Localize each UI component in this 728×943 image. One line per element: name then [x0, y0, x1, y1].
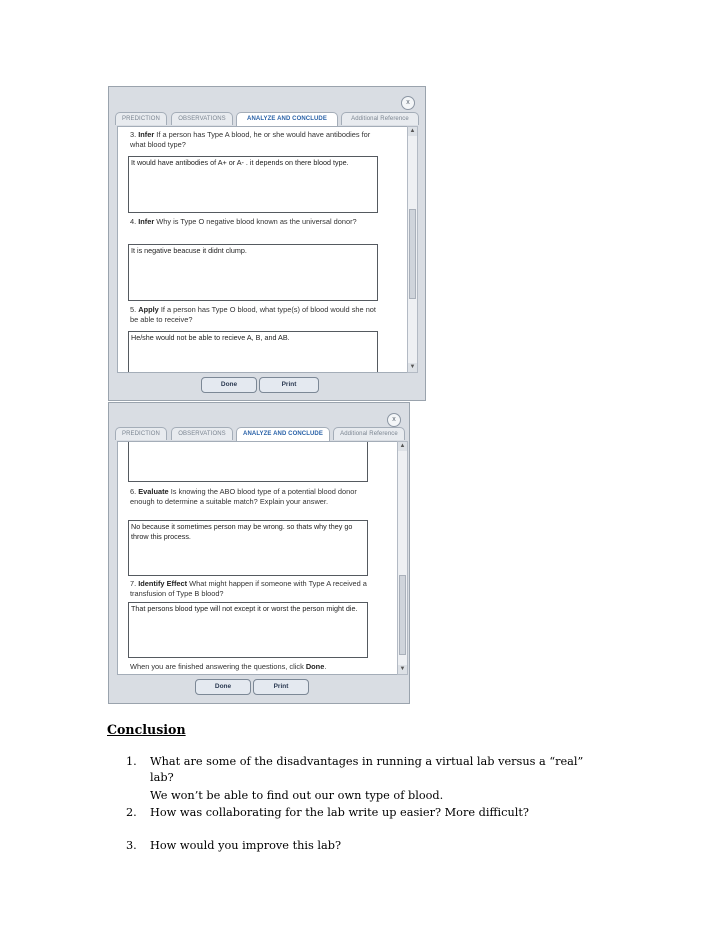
question-keyword: Identify Effect: [138, 579, 188, 588]
question-number: 6.: [130, 487, 137, 496]
tab-prediction[interactable]: PREDICTION: [115, 112, 167, 125]
list-number: 1.: [126, 755, 137, 768]
question-number: 4.: [130, 217, 137, 226]
list-item-3: [126, 838, 686, 854]
finish-text: When you are finished answering the questions, click: [130, 662, 306, 671]
question-keyword: Infer: [138, 130, 155, 139]
list-number: 3.: [126, 839, 137, 852]
scrollbar-thumb[interactable]: [399, 575, 406, 655]
close-icon[interactable]: x: [387, 413, 401, 427]
scroll-down-icon[interactable]: ▼: [409, 364, 416, 370]
tab-observations[interactable]: OBSERVATIONS: [171, 112, 233, 125]
question-text: How was collaborating for the lab write up easier? More difficult?: [150, 806, 529, 819]
question-text: What are some of the disadvantages in running a virtual lab versus a “real”: [150, 755, 584, 768]
question-6: [130, 487, 380, 507]
question-keyword: Evaluate: [138, 487, 169, 496]
tab-analyze-and-conclude[interactable]: ANALYZE AND CONCLUDE: [236, 112, 338, 126]
answer-5-field[interactable]: He/she would not be able to recieve A, B, and AB.: [128, 331, 378, 373]
lab-window-bottom: [108, 402, 410, 704]
print-button[interactable]: Print: [253, 679, 309, 695]
question-text: How would you improve this lab?: [150, 839, 342, 852]
answer-7-field[interactable]: That persons blood type will not except it or worst the person might die.: [128, 602, 368, 658]
question-3: [130, 130, 380, 150]
done-button[interactable]: Done: [195, 679, 251, 695]
scrollbar-thumb[interactable]: [409, 209, 416, 299]
question-text: If a person has Type O blood, what type(s) of blood would she not be able to receive?: [130, 305, 376, 324]
scroll-up-icon[interactable]: ▲: [409, 128, 416, 134]
vertical-scrollbar[interactable]: [397, 441, 408, 675]
list-item-2: [126, 805, 686, 821]
done-button[interactable]: Done: [201, 377, 257, 393]
question-7: [130, 579, 380, 599]
question-text: What might happen if someone with Type A received a transfusion of Type B blood?: [130, 579, 367, 598]
vertical-scrollbar[interactable]: [407, 126, 418, 373]
question-keyword: Infer: [138, 217, 155, 226]
tab-additional-reference[interactable]: Additional Reference: [333, 427, 405, 440]
question-number: 5.: [130, 305, 137, 314]
tab-observations[interactable]: OBSERVATIONS: [171, 427, 233, 440]
question-5: [130, 305, 380, 325]
question-4: [130, 217, 380, 227]
answer-6-field[interactable]: No because it sometimes person may be wrong. so thats why they go throw this process.: [128, 520, 368, 576]
answer-3-field[interactable]: It would have antibodies of A+ or A- . it depends on there blood type.: [128, 156, 378, 213]
question-text: Is knowing the ABO blood type of a potential blood donor enough to determine a suitable match? Explain your answer.: [130, 487, 357, 506]
print-button[interactable]: Print: [259, 377, 319, 393]
finish-keyword: Done: [305, 662, 325, 671]
answer-4-field[interactable]: It is negative beacuse it didnt clump.: [128, 244, 378, 301]
close-icon[interactable]: x: [401, 96, 415, 110]
answer-5-field-partial[interactable]: [128, 441, 368, 482]
finish-end: .: [324, 662, 327, 671]
tab-additional-reference[interactable]: Additional Reference: [341, 112, 419, 125]
tab-bar: [115, 427, 403, 441]
scroll-up-icon[interactable]: ▲: [399, 443, 406, 449]
scroll-down-icon[interactable]: ▼: [399, 666, 406, 672]
list-item-1: [126, 754, 686, 802]
list-number: 2.: [126, 806, 137, 819]
question-text: If a person has Type A blood, he or she would have antibodies for what blood type?: [130, 130, 371, 149]
tab-prediction[interactable]: PREDICTION: [115, 427, 167, 440]
lab-window-top: [108, 86, 426, 401]
question-number: 7.: [130, 579, 137, 588]
tab-analyze-and-conclude[interactable]: ANALYZE AND CONCLUDE: [236, 427, 330, 441]
tab-bar: [115, 112, 419, 126]
conclusion-heading: Conclusion: [107, 722, 186, 737]
question-keyword: Apply: [138, 305, 159, 314]
question-text: Why is Type O negative blood known as the universal donor?: [154, 217, 357, 226]
question-text-continued: lab?: [150, 771, 174, 784]
answer-text: We won’t be able to find out our own type of blood.: [150, 789, 444, 802]
questions-area: [117, 441, 399, 675]
questions-area: [117, 126, 409, 373]
question-number: 3.: [130, 130, 137, 139]
finish-instruction: [130, 662, 392, 672]
